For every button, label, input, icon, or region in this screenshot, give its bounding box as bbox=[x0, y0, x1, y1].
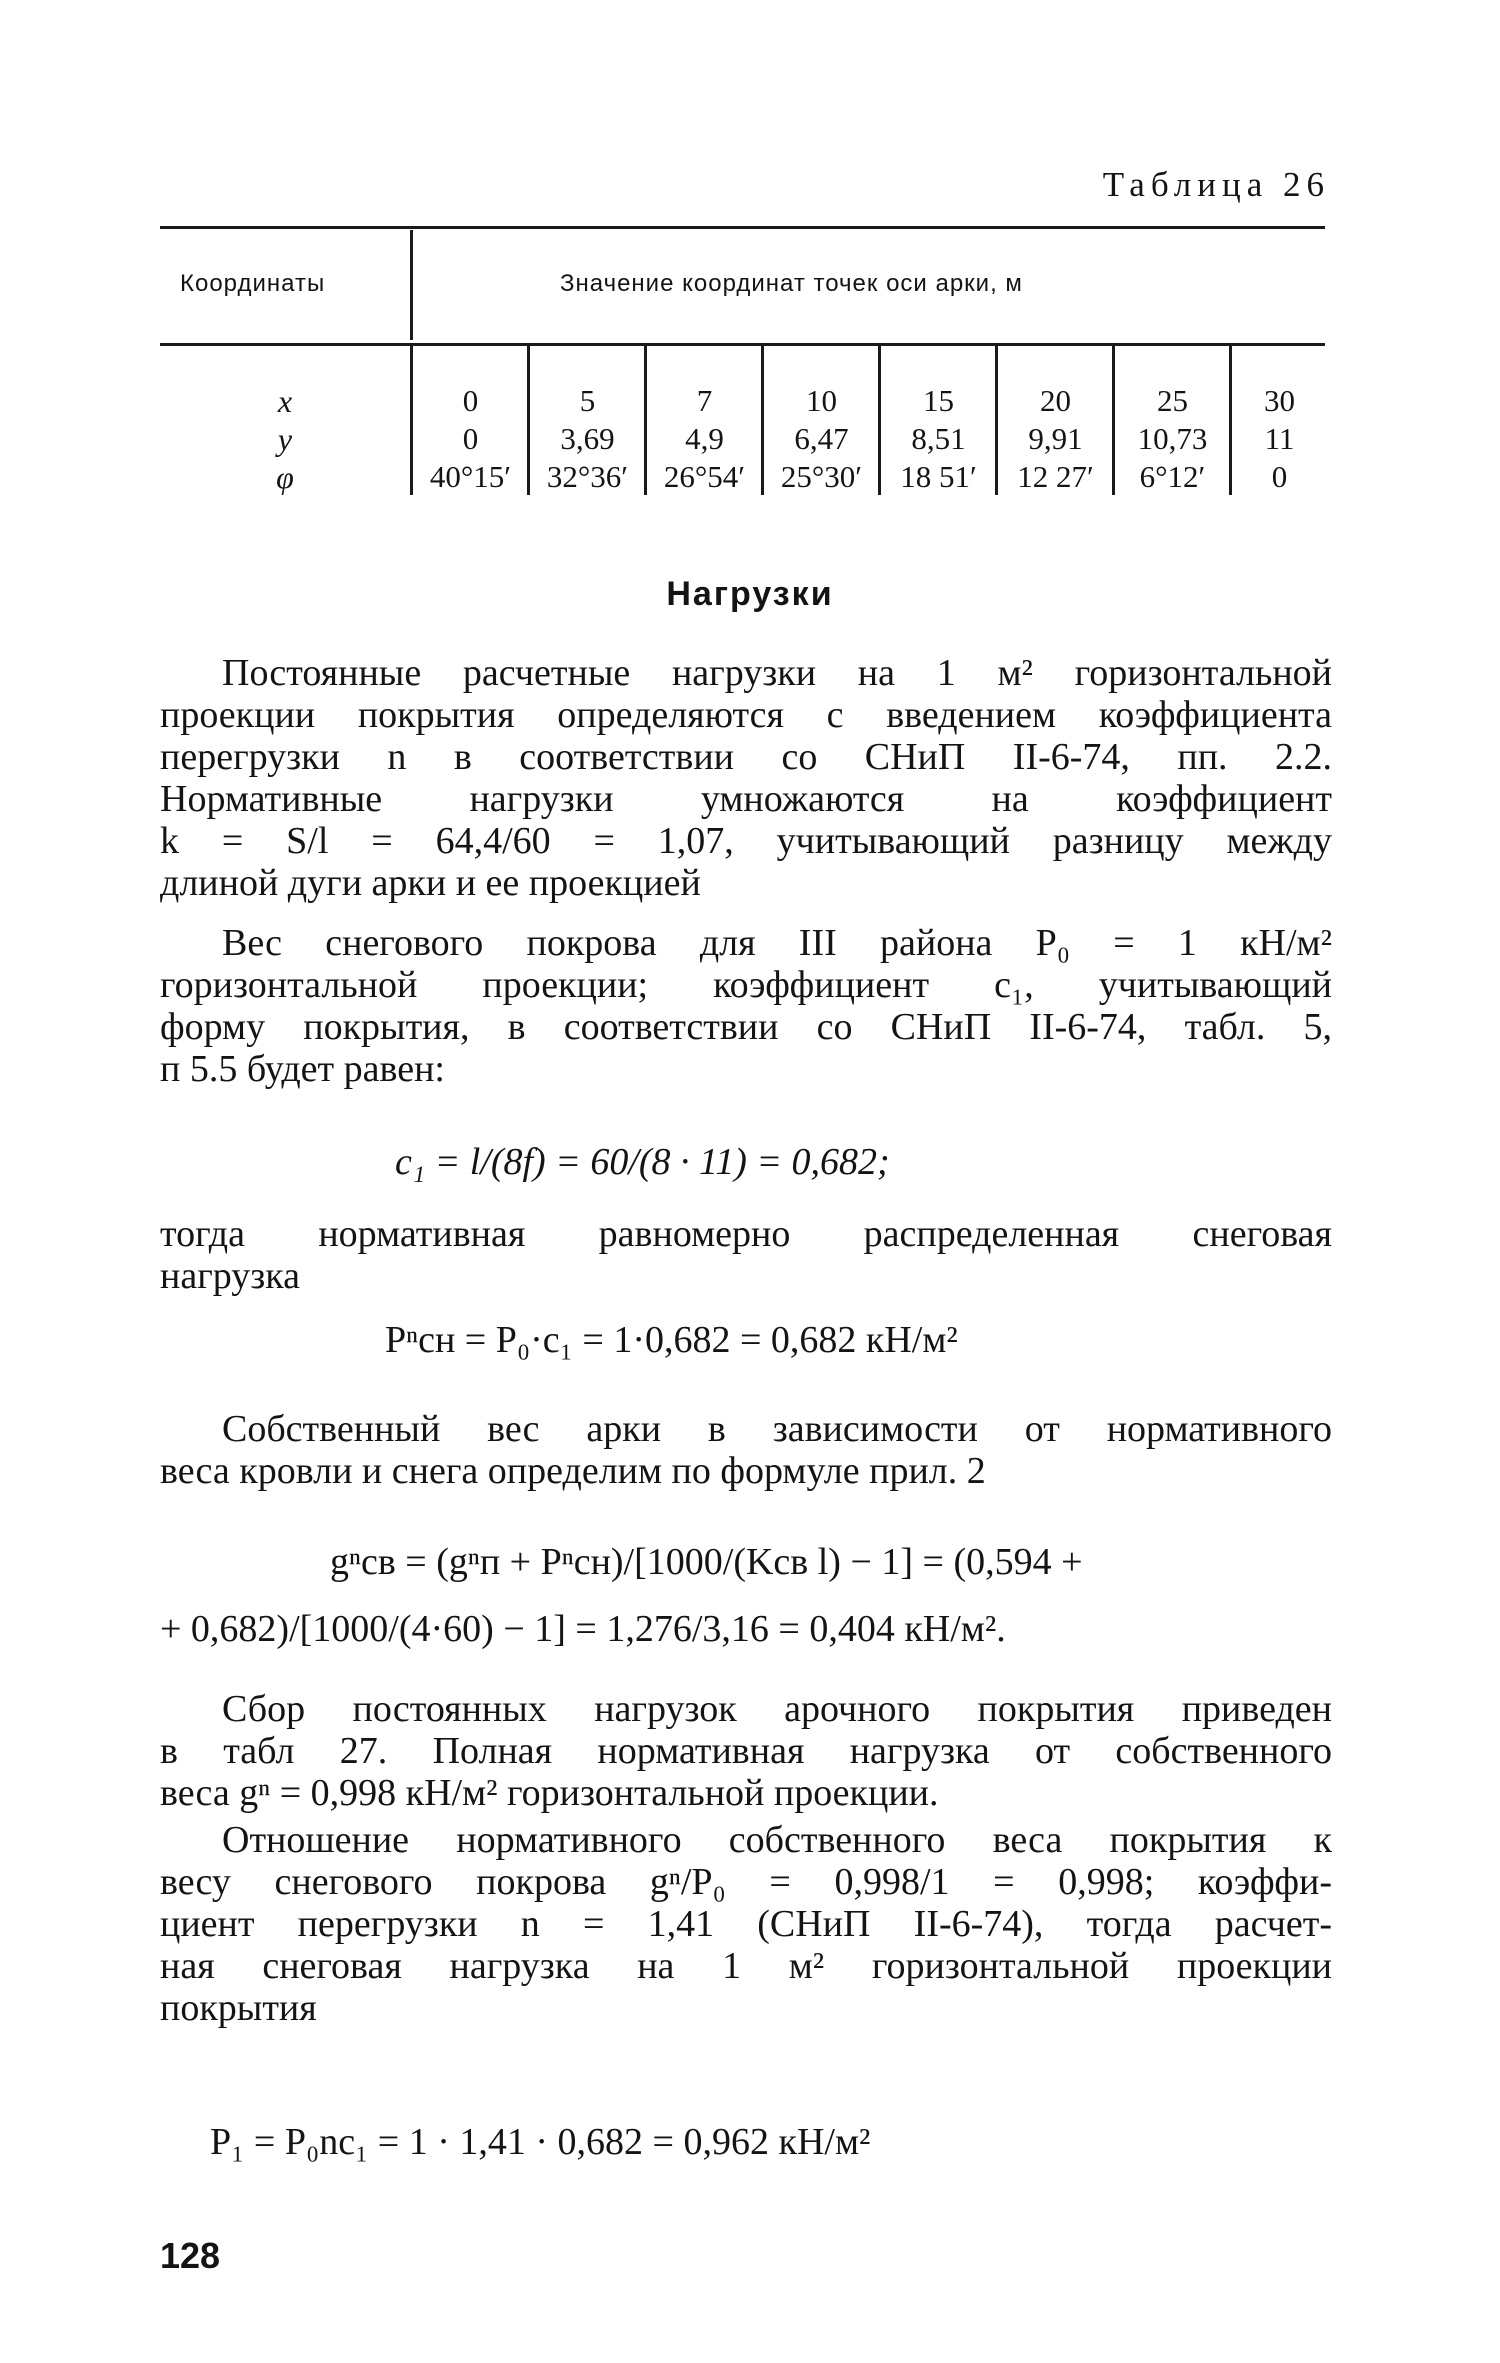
text-line: весу снегового покрова gⁿ/P₀ = 0,998/1 = 0,998; коэффи- bbox=[160, 1861, 1332, 1903]
text-line: веса gⁿ = 0,998 кН/м² горизонтальной проекции. bbox=[160, 1772, 939, 1814]
text-line: проекции покрытия определяются с введением коэффициента bbox=[160, 694, 1332, 736]
table-value-column bbox=[998, 382, 1113, 496]
paragraph-normative-snow bbox=[160, 1213, 1332, 1297]
text-line: перегрузки n в соответствии со СНиП II-6-74, пп. 2.2. bbox=[160, 736, 1332, 778]
paragraph-load-collection bbox=[160, 1688, 1332, 1814]
formula-arch-weight-line2: + 0,682)/[1000/(4·60) − 1] = 1,276/3,16 = 0,404 кН/м². bbox=[160, 1608, 1006, 1650]
table-cell: 10,73 bbox=[1137, 421, 1208, 456]
table-header-coordinates: Координаты bbox=[180, 270, 326, 297]
text-line: тогда нормативная равномерно распределенная снеговая bbox=[160, 1213, 1332, 1255]
table-caption: Таблица 26 bbox=[1102, 165, 1330, 204]
text-line: Сбор постоянных нагрузок арочного покрытия приведен bbox=[222, 1688, 1332, 1730]
table-value-column bbox=[647, 382, 762, 496]
table-cell: 25 bbox=[1157, 383, 1188, 418]
formula-c1: c₁ = l/(8f) = 60/(8 · 11) = 0,682; bbox=[395, 1141, 890, 1183]
table-value-column bbox=[1232, 382, 1327, 496]
text-line: длиной дуги арки и ее проекцией bbox=[160, 862, 701, 904]
text-line: k = S/l = 64,4/60 = 1,07, учитывающий разницу между bbox=[160, 820, 1332, 862]
table-cell: 30 bbox=[1264, 383, 1295, 418]
table-cell: 18 51′ bbox=[900, 459, 977, 494]
paragraph-self-weight bbox=[160, 1408, 1332, 1492]
table-cell: 0 bbox=[462, 421, 479, 456]
formula-design-snow-load: P₁ = P₀nc₁ = 1 · 1,41 · 0,682 = 0,962 кН/м² bbox=[210, 2121, 871, 2163]
text-line: горизонтальной проекции; коэффициент c₁, учитывающий bbox=[160, 964, 1332, 1006]
text-line: веса кровли и снега определим по формуле прил. 2 bbox=[160, 1450, 986, 1492]
table-value-column bbox=[764, 382, 879, 496]
table-cell: 6°12′ bbox=[1139, 459, 1206, 494]
table-var-phi: φ bbox=[276, 459, 294, 495]
table-cell: 3,69 bbox=[560, 421, 615, 456]
table-cell: 0 bbox=[462, 383, 479, 418]
section-title: Нагрузки bbox=[666, 575, 834, 613]
table-value-column bbox=[413, 382, 528, 496]
formula-arch-weight-line1: gⁿсв = (gⁿп + Pⁿсн)/[1000/(Kсв l) − 1] = (0,594 + bbox=[330, 1541, 1083, 1583]
table-value-column bbox=[881, 382, 996, 496]
table-value-column bbox=[530, 382, 645, 496]
text-line: нагрузка bbox=[160, 1255, 301, 1297]
table-header-rule bbox=[160, 343, 1325, 346]
table-cell: 0 bbox=[1271, 459, 1288, 494]
text-line: покрытия bbox=[160, 1987, 317, 2029]
text-line: Вес снегового покрова для III района P₀ = 1 кН/м² bbox=[222, 922, 1332, 964]
table-cell: 40°15′ bbox=[429, 459, 512, 494]
table-cell: 15 bbox=[923, 383, 954, 418]
table-cell: 26°54′ bbox=[663, 459, 746, 494]
table-variable-column bbox=[160, 382, 410, 496]
table-var-x: x bbox=[277, 383, 293, 419]
table-cell: 6,47 bbox=[794, 421, 849, 456]
table-cell: 12 27′ bbox=[1017, 459, 1094, 494]
text-line: ная снеговая нагрузка на 1 м² горизонтальной проекции bbox=[160, 1945, 1332, 1987]
text-line: Постоянные расчетные нагрузки на 1 м² горизонтальной bbox=[222, 652, 1332, 694]
text-line: Нормативные нагрузки умножаются на коэффициент bbox=[160, 778, 1332, 820]
table-value-column bbox=[1115, 382, 1230, 496]
text-line: Отношение нормативного собственного веса покрытия к bbox=[222, 1819, 1332, 1861]
table-cell: 32°36′ bbox=[546, 459, 629, 494]
formula-snow-load: Pⁿсн = P₀·c₁ = 1·0,682 = 0,682 кН/м² bbox=[385, 1319, 958, 1361]
page-number: 128 bbox=[160, 2235, 221, 2276]
table-cell: 25°30′ bbox=[780, 459, 863, 494]
table-cell: 8,51 bbox=[911, 421, 966, 456]
table-cell: 5 bbox=[579, 383, 596, 418]
text-line: Собственный вес арки в зависимости от нормативного bbox=[222, 1408, 1332, 1450]
paragraph-snow-weight bbox=[160, 922, 1332, 1090]
table-cell: 4,9 bbox=[685, 421, 724, 456]
table-cell: 9,91 bbox=[1028, 421, 1083, 456]
text-line: п 5.5 будет равен: bbox=[160, 1048, 445, 1090]
table-var-y: y bbox=[277, 421, 293, 457]
table-header-divider bbox=[410, 230, 413, 340]
paragraph-ratio bbox=[160, 1819, 1332, 2029]
text-line: в табл 27. Полная нормативная нагрузка от собственного bbox=[160, 1730, 1332, 1772]
text-line: циент перегрузки n = 1,41 (СНиП II-6-74), тогда расчет- bbox=[160, 1903, 1332, 1945]
paragraph-constant-loads bbox=[160, 652, 1332, 904]
table-top-rule bbox=[160, 226, 1325, 229]
table-cell: 20 bbox=[1040, 383, 1071, 418]
table-cell: 10 bbox=[806, 383, 837, 418]
text-line: форму покрытия, в соответствии со СНиП II-6-74, табл. 5, bbox=[160, 1006, 1332, 1048]
table-cell: 11 bbox=[1264, 421, 1295, 456]
table-header-values: Значение координат точек оси арки, м bbox=[560, 270, 1023, 297]
table-cell: 7 bbox=[696, 383, 713, 418]
